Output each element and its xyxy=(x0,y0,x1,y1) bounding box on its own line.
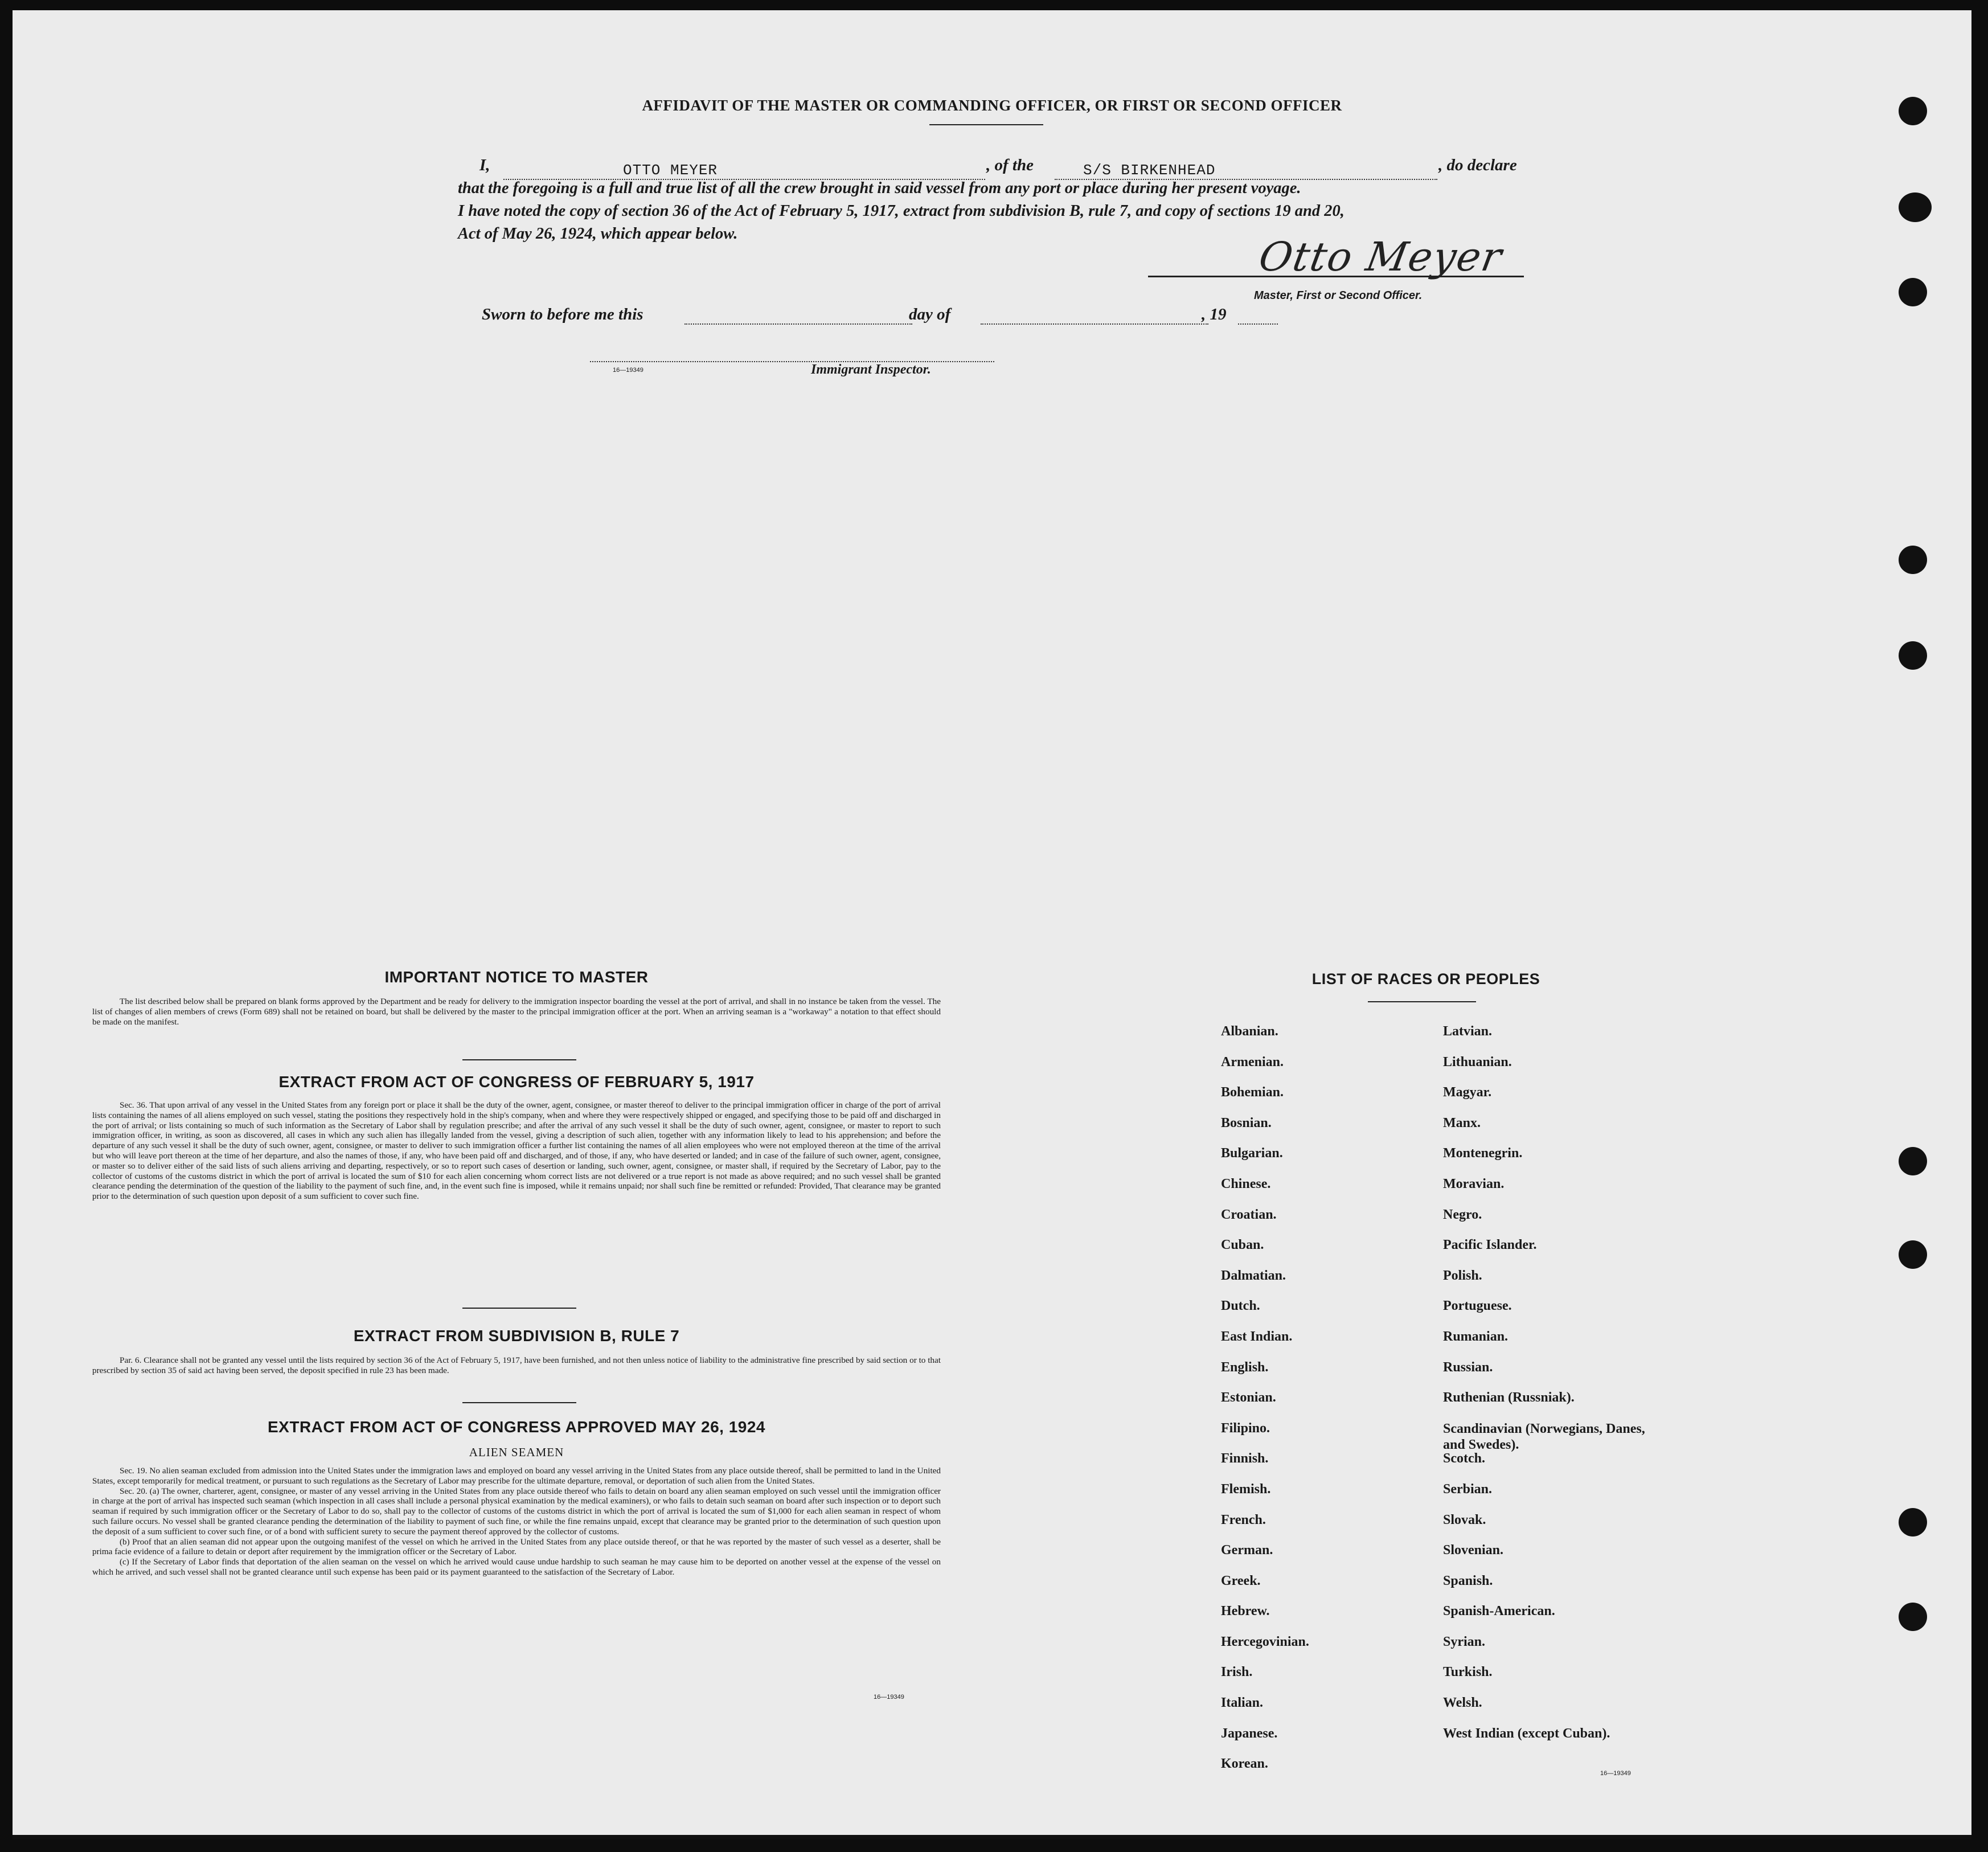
sworn-year-line xyxy=(1238,323,1278,325)
race-item-right: Turkish. xyxy=(1443,1665,1493,1680)
race-item-left: Korean. xyxy=(1221,1756,1268,1772)
form-page xyxy=(13,10,1971,1839)
binder-hole xyxy=(1899,192,1932,222)
affidavit-title: AFFIDAVIT OF THE MASTER OR COMMANDING OFFICER, OR FIRST OR SECOND OFFICER xyxy=(642,97,1342,114)
races-title: LIST OF RACES OR PEOPLES xyxy=(1311,970,1540,988)
race-item-left: Chinese. xyxy=(1221,1176,1271,1191)
race-item-right: Welsh. xyxy=(1443,1695,1482,1711)
binder-hole xyxy=(1899,1147,1927,1175)
race-item-right: Moravian. xyxy=(1443,1176,1505,1191)
race-item-left: Bosnian. xyxy=(1221,1115,1272,1130)
extract-1917-text xyxy=(92,1100,941,1202)
form-code-top: 16—19349 xyxy=(613,367,643,374)
race-item-left: English. xyxy=(1221,1359,1269,1375)
race-item-right: Scandinavian (Norwegians, Danes, and Swedes). xyxy=(1443,1421,1645,1452)
race-item-right: Russian. xyxy=(1443,1359,1493,1375)
race-item-left: Albanian. xyxy=(1221,1024,1278,1039)
rule-7-divider xyxy=(462,1402,576,1403)
race-item-right: Ruthenian (Russniak). xyxy=(1443,1390,1575,1406)
title-divider xyxy=(929,124,1043,125)
race-item-right: Pacific Islander. xyxy=(1443,1238,1537,1253)
binder-hole xyxy=(1899,641,1927,670)
race-item-left: Hebrew. xyxy=(1221,1604,1270,1619)
race-item-right: Negro. xyxy=(1443,1207,1482,1222)
race-item-right: Spanish-American. xyxy=(1443,1604,1555,1619)
race-item-right: Manx. xyxy=(1443,1115,1481,1130)
race-item-left: Armenian. xyxy=(1221,1054,1284,1070)
race-item-right: Magyar. xyxy=(1443,1085,1492,1100)
officer-signature: Otto Meyer xyxy=(1255,233,1506,280)
race-item-left: Finnish. xyxy=(1221,1451,1269,1466)
binder-hole xyxy=(1899,1508,1927,1536)
race-item-right: Montenegrin. xyxy=(1443,1146,1523,1161)
declaration-prefix: I, xyxy=(479,156,490,174)
binder-hole xyxy=(1899,1240,1927,1269)
binder-hole xyxy=(1899,1603,1927,1631)
declaration-line-2: that the foregoing is a full and true list of all the crew brought in said vessel from any port or place during her present voyage. xyxy=(458,179,1301,197)
race-item-left: Greek. xyxy=(1221,1573,1261,1588)
signature-title: Master, First or Second Officer. xyxy=(1254,289,1423,302)
inspector-signature-line xyxy=(590,361,994,362)
declaration-line-4: Act of May 26, 1924, which appear below. xyxy=(458,225,738,243)
rule-7-title: EXTRACT FROM SUBDIVISION B, RULE 7 xyxy=(353,1327,680,1345)
race-item-left: Cuban. xyxy=(1221,1238,1264,1253)
race-item-right: Polish. xyxy=(1443,1268,1482,1283)
notice-text xyxy=(92,997,941,1027)
inspector-label: Immigrant Inspector. xyxy=(811,362,931,377)
race-item-left: Hercegovinian. xyxy=(1221,1634,1309,1649)
races-list xyxy=(1221,1024,1716,1787)
do-declare-label: , do declare xyxy=(1438,156,1517,174)
binder-hole xyxy=(1899,546,1927,574)
form-code-bottom-right: 16—19349 xyxy=(1600,1770,1631,1777)
section-20b-paragraph: (b) Proof that an alien seaman did not appear upon the outgoing manifest of the vessel on which he arrived in the United States from any place outside thereof, or that he was reported by the master of such vessel as a deserter, shall be prima facie evidence of a failure to detain or deport after requirement by the immigration officer or the Secretary of Labor. xyxy=(92,1536,941,1557)
race-item-right: Spanish. xyxy=(1443,1573,1493,1588)
of-the-label: , of the xyxy=(986,156,1034,174)
sworn-day-line xyxy=(684,323,912,325)
race-item-right: Syrian. xyxy=(1443,1634,1486,1649)
race-item-right: Scotch. xyxy=(1443,1451,1485,1466)
races-divider xyxy=(1368,1001,1476,1002)
extract-1917-title: EXTRACT FROM ACT OF CONGRESS OF FEBRUARY 5, 1917 xyxy=(278,1073,755,1091)
race-item-left: Italian. xyxy=(1221,1695,1264,1711)
race-item-right: Slovenian. xyxy=(1443,1543,1504,1558)
race-item-left: Croatian. xyxy=(1221,1207,1277,1222)
scan-border xyxy=(13,1835,1971,1839)
vessel-name-value: S/S BIRKENHEAD xyxy=(1083,162,1216,179)
declaration-line-3: I have noted the copy of section 36 of the Act of February 5, 1917, extract from subdivision B, rule 7, and copy of sections 19 and 20, xyxy=(458,202,1345,220)
race-item-left: Flemish. xyxy=(1221,1481,1271,1497)
race-item-right: Lithuanian. xyxy=(1443,1054,1512,1070)
form-code-bottom-left: 16—19349 xyxy=(874,1694,904,1701)
race-item-left: Dalmatian. xyxy=(1221,1268,1286,1283)
sworn-day-label: day of xyxy=(909,305,951,323)
notice-divider xyxy=(462,1059,576,1060)
extract-1924-title: EXTRACT FROM ACT OF CONGRESS APPROVED MAY 26, 1924 xyxy=(268,1418,765,1436)
sworn-year-label: , 19 xyxy=(1202,305,1227,323)
section-19-paragraph: Sec. 19. No alien seaman excluded from admission into the United States under the immigration laws and employed on board any vessel arriving in the United States from any place outside thereof, shall be permitted to land in the United States, except temporarily for medical treatment, or pursuant to such regulations as the Secretary of Labor may prescribe for the ultimate departure, removal, or deportation of such alien from the United States. xyxy=(92,1466,941,1486)
section-20c-paragraph: (c) If the Secretary of Labor finds that deportation of the alien seaman on the vessel on which he arrived would cause undue hardship to such seaman he may cause him to be deported on another vessel at the expense of the vessel on which he arrived, and such vessel shall not be granted clearance until such expense has been paid or its payment guaranteed to the satisfaction of the Secretary of Labor. xyxy=(92,1557,941,1577)
race-item-left: Estonian. xyxy=(1221,1390,1276,1406)
race-item-left: Japanese. xyxy=(1221,1726,1278,1741)
race-item-right: Portuguese. xyxy=(1443,1298,1512,1314)
sworn-month-line xyxy=(981,323,1208,325)
binder-hole xyxy=(1899,278,1927,306)
race-item-right: West Indian (except Cuban). xyxy=(1443,1726,1610,1741)
binder-hole xyxy=(1899,97,1927,125)
race-item-left: East Indian. xyxy=(1221,1329,1293,1344)
rule-7-text xyxy=(92,1355,941,1376)
race-item-right xyxy=(1443,1756,1716,1787)
race-item-right: Latvian. xyxy=(1443,1024,1493,1039)
race-item-left: Irish. xyxy=(1221,1665,1253,1680)
notice-paragraph: The list described below shall be prepared on blank forms approved by the Department and be ready for delivery to the immigration inspector boarding the vessel at the port of arrival, and shall in no instance be taken from the vessel. The list of changes of alien members of crews (Form 689) shall not be retained on board, but shall be delivered by the master to the principal immigration officer at the port. When an arriving seaman is a "workaway" a notation to that effect should be made on the manifest. xyxy=(92,997,941,1027)
race-item-left: Bulgarian. xyxy=(1221,1146,1283,1161)
extract-1917-divider xyxy=(462,1308,576,1309)
sworn-prefix: Sworn to before me this xyxy=(482,305,643,323)
race-item-right: Slovak. xyxy=(1443,1512,1486,1527)
section-20a-paragraph: Sec. 20. (a) The owner, charterer, agent, consignee, or master of any vessel arriving in the United States from any place outside thereof who fails to detain on board any alien seaman employed on such vessel until the immigration officer in charge at the port of arrival has inspected such seaman (which inspection in all cases shall include a personal physical examination by the medical examiners), or who fails to detain such seaman on board after such inspection or to deport such seaman if required by such immigration officer or the Secretary of Labor to do so, shall pay to the collector of customs of the customs district in which the port of arrival is located the sum of $1,000 for each alien seaman in respect of whom such failure occurs. No vessel shall be granted clearance pending the determination of the liability to payment of such fine, or while the fine remains unpaid, except that clearance may be granted prior to the determination of such question upon the deposit of a sum sufficient to cover such fine, or of a bond with sufficient surety to secure the payment thereof approved by the collector of customs. xyxy=(92,1486,941,1536)
rule-7-paragraph: Par. 6. Clearance shall not be granted any vessel until the lists required by section 36 of the Act of February 5, 1917, have been furnished, and not then unless notice of liability to the administrative fine prescribed by said section or to that prescribed by section 35 of said act having been served, the deposit specified in rule 23 has been made. xyxy=(92,1355,941,1375)
notice-title: IMPORTANT NOTICE TO MASTER xyxy=(384,968,649,986)
alien-seamen-subtitle: ALIEN SEAMEN xyxy=(469,1445,564,1459)
race-item-left: French. xyxy=(1221,1512,1266,1527)
race-item-left: German. xyxy=(1221,1543,1273,1558)
race-item-right: Rumanian. xyxy=(1443,1329,1509,1344)
extract-1924-text xyxy=(92,1466,941,1578)
race-item-right: Serbian. xyxy=(1443,1481,1493,1497)
section-36-paragraph: Sec. 36. That upon arrival of any vessel in the United States from any foreign port or place it shall be the duty of the owner, agent, consignee, or master thereof to deliver to the principal immigration officer in charge of the port of arrival lists containing the names of all aliens employed on such vessel, stating the positions they respectively hold in the ship's company, when and where they were respectively shipped or engaged, and specifying those to be paid off and discharged in the port of arrival; or lists containing so much of such information as the Secretary of Labor shall by regulation prescribe; and after the arrival of any such vessel it shall be the duty of such owner, agent, consignee, or master to report to such immigration officer, in writing, as soon as discovered, all cases in which any such alien has illegally landed from the vessel, giving a description of such alien, together with any information likely to lead to his apprehension; and before the departure of any such vessel it shall be the duty of such owner, agent, consignee, or master to deliver to such immigration officer a further list containing the names of all alien employees who were not employed thereon at the time of the arrival but who will leave port thereon at the time of her departure, and also the names of those, if any, who have been paid off and discharged, and of those, if any, who have deserted or landed; and in case of the failure of such owner, agent, consignee, or master so to deliver either of the said lists of such aliens arriving and departing, respectively, or so to report such cases of desertion or landing, such owner, agent, consignee, or master shall, if required by the Secretary of Labor, pay to the collector of customs of the customs district in which the port of arrival is located the sum of $10 for each alien concerning whom correct lists are not delivered or a true report is not made as above required; and no such vessel shall be granted clearance pending the determination of the question of the liability to the payment of such fine, and, in the event such fine is imposed, while it remains unpaid; nor shall such fine be remitted or refunded: Provided, That clearance may be granted prior to the determination of such question upon deposit of a sum sufficient to cover such fine. xyxy=(92,1100,941,1202)
officer-name-value: OTTO MEYER xyxy=(623,162,718,179)
race-item-left: Filipino. xyxy=(1221,1420,1270,1436)
race-item-left: Dutch. xyxy=(1221,1298,1260,1314)
race-item-left: Bohemian. xyxy=(1221,1085,1284,1100)
